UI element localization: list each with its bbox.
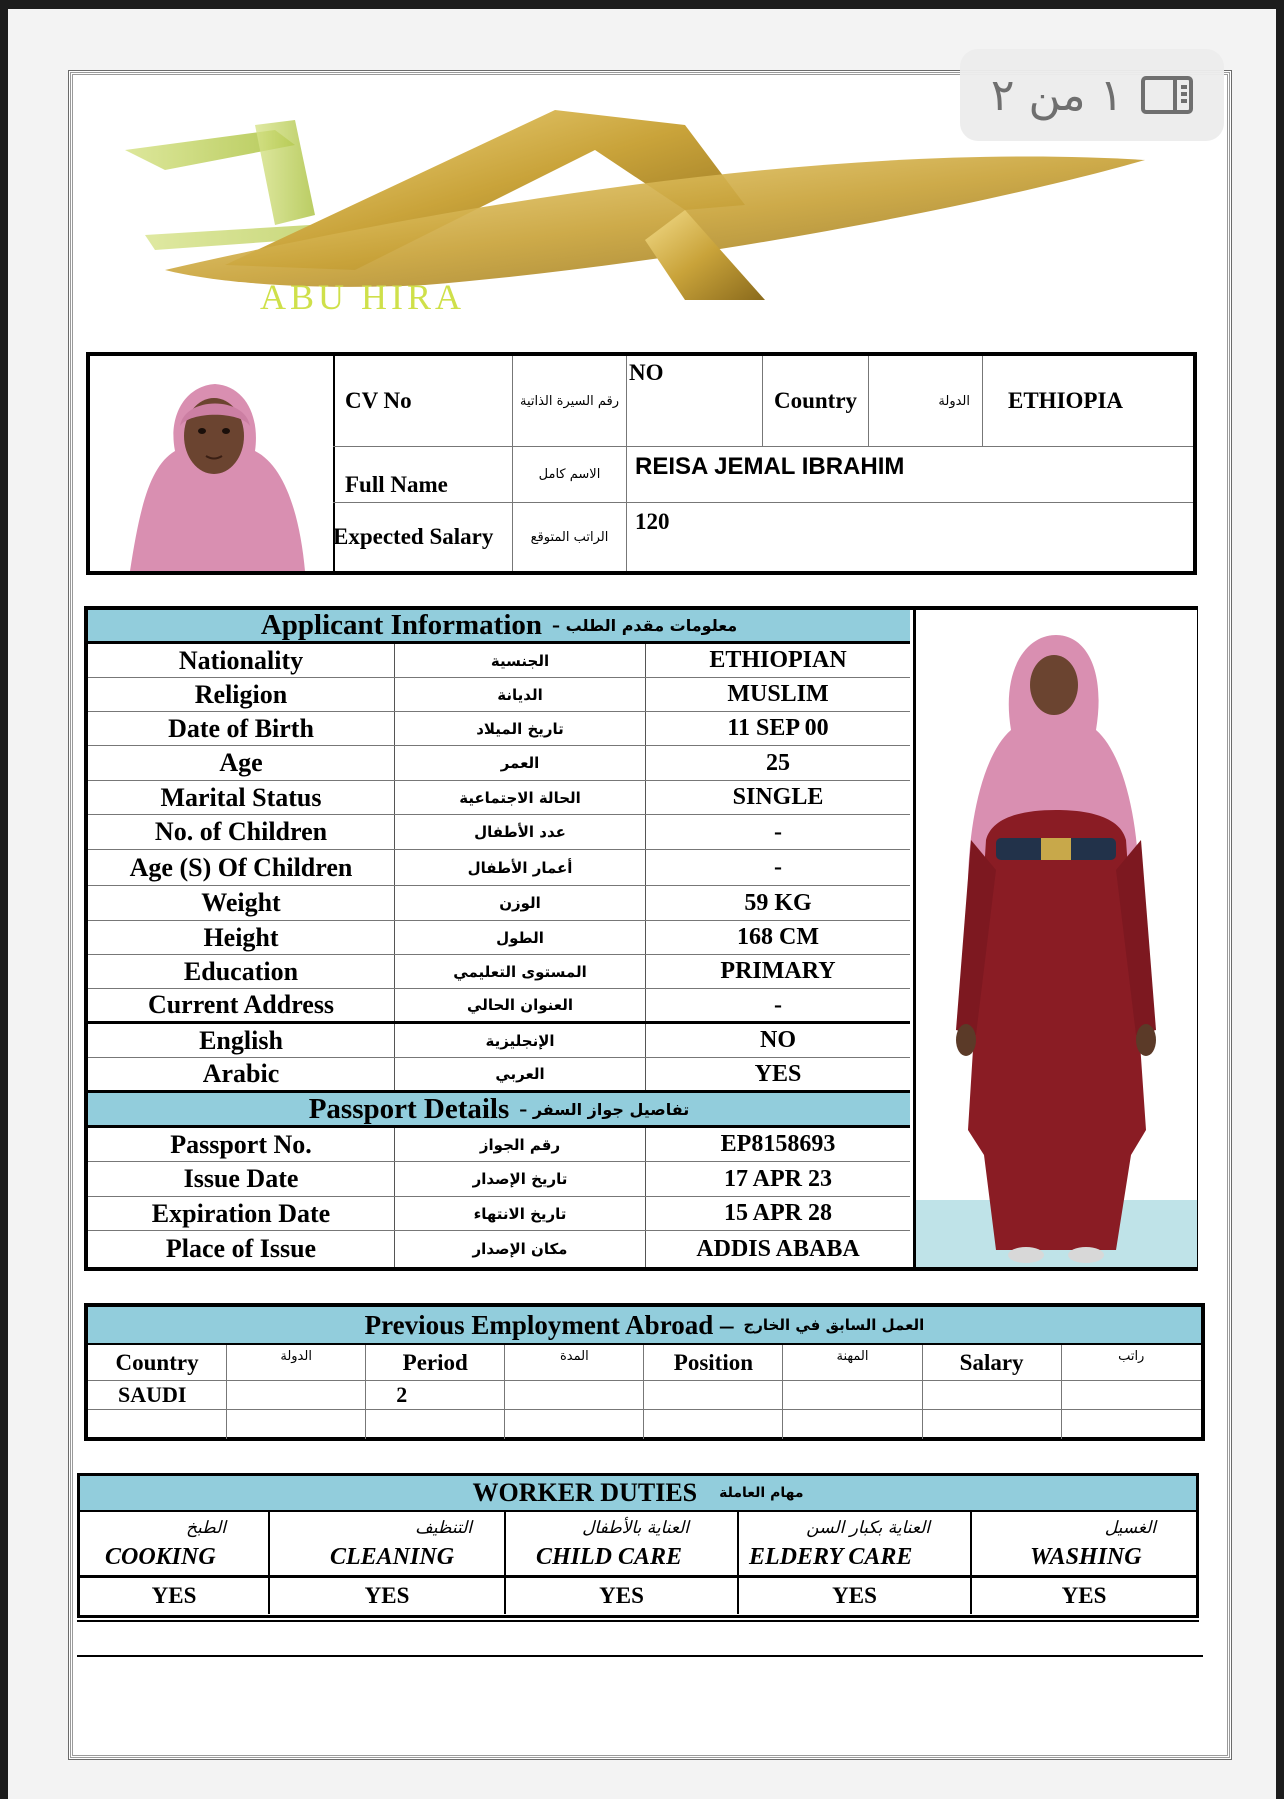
row-value: YES <box>754 1060 802 1087</box>
row-value: 59 KG <box>744 889 812 916</box>
salary-value: 120 <box>635 509 670 534</box>
row-label: Issue Date <box>88 1162 395 1196</box>
page-indicator[interactable] <box>960 49 1224 141</box>
row-label-ar: الوزن <box>395 886 646 920</box>
duty-name: ELDERY CARE <box>749 1544 913 1570</box>
row-label: Expiration Date <box>88 1197 395 1230</box>
duty-cell <box>80 1512 270 1575</box>
row-label: Passport No. <box>88 1128 395 1161</box>
cv-no-value: NO <box>629 360 664 385</box>
row-value: - <box>774 991 782 1018</box>
row-label-ar: العربي <box>395 1058 646 1090</box>
table-row <box>88 1058 910 1093</box>
employment-header-row <box>88 1345 1201 1381</box>
duties-values-row <box>80 1578 1196 1614</box>
table-cell <box>923 1381 1062 1409</box>
table-row <box>88 989 910 1024</box>
duty-value: YES <box>739 1578 972 1614</box>
salary-label-cell <box>333 503 513 571</box>
sidebar-panel-icon <box>1141 76 1193 114</box>
column-header: Country <box>88 1345 227 1380</box>
table-row <box>88 1410 1201 1439</box>
row-label: English <box>88 1024 395 1057</box>
duty-name-ar: العناية بالأطفال <box>582 1518 689 1538</box>
country-value: ETHIOPIA <box>1008 388 1124 413</box>
duty-name: CHILD CARE <box>536 1544 683 1570</box>
worker-duties-table <box>77 1473 1199 1618</box>
header-table <box>86 352 1197 575</box>
duty-name-ar: الغسيل <box>1104 1518 1156 1538</box>
full-name-label-cell <box>333 447 513 503</box>
duty-name-ar: الطبخ <box>186 1518 226 1538</box>
table-row <box>88 815 910 850</box>
duty-value: YES <box>506 1578 739 1614</box>
logo-text: ABU HIRA <box>260 277 466 315</box>
duty-cell <box>270 1512 506 1575</box>
table-cell <box>227 1410 366 1439</box>
column-header-ar: راتب <box>1118 1349 1145 1364</box>
table-cell <box>644 1381 783 1409</box>
applicant-portrait <box>90 356 335 571</box>
table-row <box>88 921 910 955</box>
duty-value: YES <box>80 1578 270 1614</box>
duty-name: CLEANING <box>330 1544 455 1570</box>
row-label: Education <box>88 955 395 988</box>
table-cell <box>366 1410 505 1439</box>
duty-value: YES <box>1061 1583 1107 1608</box>
duties-section-header <box>80 1476 1196 1512</box>
table-row <box>88 1231 910 1267</box>
duty-name: WASHING <box>1030 1544 1142 1570</box>
table-cell <box>505 1410 644 1439</box>
row-label-ar: عدد الأطفال <box>395 815 646 849</box>
row-label-ar: العمر <box>395 746 646 780</box>
duties-section-title-ar: مهام العاملة <box>719 1485 804 1501</box>
salary-label-ar-cell <box>513 503 627 571</box>
row-label: Marital Status <box>88 781 395 814</box>
employment-section-title-ar: العمل السابق في الخارج <box>743 1316 925 1334</box>
duty-value: YES <box>270 1578 506 1614</box>
row-value: SINGLE <box>732 784 824 810</box>
previous-employment-table <box>84 1303 1205 1441</box>
column-header-ar: المهنة <box>783 1345 922 1380</box>
table-row <box>88 955 910 989</box>
country-label: Country <box>773 388 858 413</box>
row-label: Age <box>88 746 395 780</box>
applicant-full-body-photo <box>913 610 1197 1267</box>
cv-no-label-ar-cell <box>513 356 627 447</box>
row-value: EP8158693 <box>720 1131 836 1157</box>
row-value: NO <box>760 1027 796 1053</box>
country-label-cell <box>763 356 869 447</box>
table-row <box>88 1024 910 1058</box>
row-value: PRIMARY <box>720 958 836 984</box>
table-row <box>88 1128 910 1162</box>
row-label: Date of Birth <box>88 712 395 745</box>
salary-label: Expected Salary <box>333 524 494 549</box>
table-cell: SAUDI <box>88 1381 227 1409</box>
row-label: Religion <box>88 678 395 711</box>
row-label-ar: تاريخ الإصدار <box>395 1162 646 1196</box>
table-row <box>88 644 910 678</box>
row-label-ar: الحالة الاجتماعية <box>395 781 646 814</box>
duties-names-row <box>80 1512 1196 1578</box>
table-cell <box>505 1381 644 1409</box>
table-cell <box>783 1381 922 1409</box>
full-name-label-ar-cell <box>513 447 627 503</box>
duty-cell <box>972 1512 1196 1575</box>
row-label-ar: الديانة <box>395 678 646 711</box>
table-row <box>88 781 910 815</box>
passport-section-title: Passport Details <box>308 1092 510 1125</box>
salary-value-cell <box>627 503 1193 571</box>
row-label: Height <box>88 921 395 954</box>
duty-cell <box>506 1512 739 1575</box>
row-label: Nationality <box>88 644 395 677</box>
row-label: Current Address <box>88 989 395 1021</box>
table-row <box>88 1197 910 1231</box>
row-label-ar: مكان الإصدار <box>395 1231 646 1267</box>
row-label-ar: تاريخ الانتهاء <box>395 1197 646 1230</box>
applicant-information-table <box>84 606 1198 1271</box>
column-header: Salary <box>923 1345 1062 1380</box>
applicant-section-header <box>88 610 910 644</box>
cv-no-value-cell <box>627 356 763 447</box>
cv-no-label: CV No <box>345 388 412 413</box>
table-row <box>88 850 910 886</box>
table-cell: 2 <box>366 1381 505 1409</box>
column-header-ar: الدولة <box>227 1345 366 1380</box>
employment-section-title: Previous Employment Abroad – <box>364 1309 734 1340</box>
table-row <box>88 886 910 921</box>
row-label-ar: الطول <box>395 921 646 954</box>
passport-section-title-ar: تفاصيل جواز السفر – <box>519 1099 690 1119</box>
full-name-value-cell <box>627 447 1193 503</box>
row-value: 168 CM <box>737 924 819 950</box>
duty-name: COOKING <box>105 1544 216 1570</box>
row-label-ar: تاريخ الميلاد <box>395 712 646 745</box>
table-cell <box>1062 1410 1201 1439</box>
applicant-section-title: Applicant Information <box>260 609 543 641</box>
duties-section-title: WORKER DUTIES <box>472 1478 698 1507</box>
row-label-ar: رقم الجواز <box>395 1128 646 1161</box>
column-header-ar: المدة <box>505 1345 644 1380</box>
salary-label-ar: الراتب المتوقع <box>530 529 609 545</box>
column-header: Position <box>644 1345 783 1380</box>
table-cell <box>1062 1381 1201 1409</box>
row-value: ETHIOPIAN <box>709 647 847 673</box>
applicant-section-title-ar: معلومات مقدم الطلب – <box>552 616 738 635</box>
table-cell <box>644 1410 783 1439</box>
row-label: Age (S) Of Children <box>88 850 395 885</box>
column-header: Period <box>366 1345 505 1380</box>
table-cell <box>227 1381 366 1409</box>
country-value-cell <box>983 356 1193 447</box>
row-label: Place of Issue <box>88 1231 395 1267</box>
table-row <box>88 1381 1201 1410</box>
row-label: Arabic <box>88 1058 395 1090</box>
row-value: ADDIS ABABA <box>696 1235 860 1262</box>
employment-section-header <box>88 1307 1201 1345</box>
row-value: 25 <box>766 749 790 776</box>
row-label: Weight <box>88 886 395 920</box>
row-value: - <box>774 854 782 880</box>
table-cell <box>88 1410 227 1439</box>
cv-no-label-ar: رقم السيرة الذاتية <box>519 393 619 409</box>
row-label-ar: الإنجليزية <box>395 1024 646 1057</box>
row-value: MUSLIM <box>727 681 829 707</box>
row-label-ar: الجنسية <box>395 644 646 677</box>
cv-no-label-cell <box>333 356 513 447</box>
table-row <box>88 1162 910 1197</box>
row-label-ar: المستوى التعليمي <box>395 955 646 988</box>
duty-name-ar: العناية بكبار السن <box>806 1518 930 1538</box>
row-label-ar: العنوان الحالي <box>395 989 646 1021</box>
country-label-ar: الدولة <box>938 393 970 409</box>
table-row <box>88 712 910 746</box>
duties-underline <box>77 1620 1199 1622</box>
country-label-ar-cell <box>869 356 983 447</box>
duty-cell <box>739 1512 972 1575</box>
duty-name-ar: التنظيف <box>415 1518 472 1538</box>
row-value: 11 SEP 00 <box>727 715 829 741</box>
row-value: - <box>774 818 782 845</box>
row-label-ar: أعمار الأطفال <box>395 850 646 885</box>
full-name-label-ar: الاسم كامل <box>538 467 601 482</box>
full-name-value: REISA JEMAL IBRAHIM <box>635 453 905 480</box>
table-cell <box>923 1410 1062 1439</box>
row-value: 17 APR 23 <box>724 1165 832 1192</box>
row-value: 15 APR 28 <box>724 1200 832 1226</box>
table-row <box>88 678 910 712</box>
row-label: No. of Children <box>88 815 395 849</box>
table-cell <box>783 1410 922 1439</box>
page-indicator-text: ١ من ٢ <box>990 69 1124 121</box>
horizontal-rule <box>77 1655 1203 1657</box>
passport-section-header <box>88 1093 910 1128</box>
full-name-label: Full Name <box>345 472 448 497</box>
table-row <box>88 746 910 781</box>
